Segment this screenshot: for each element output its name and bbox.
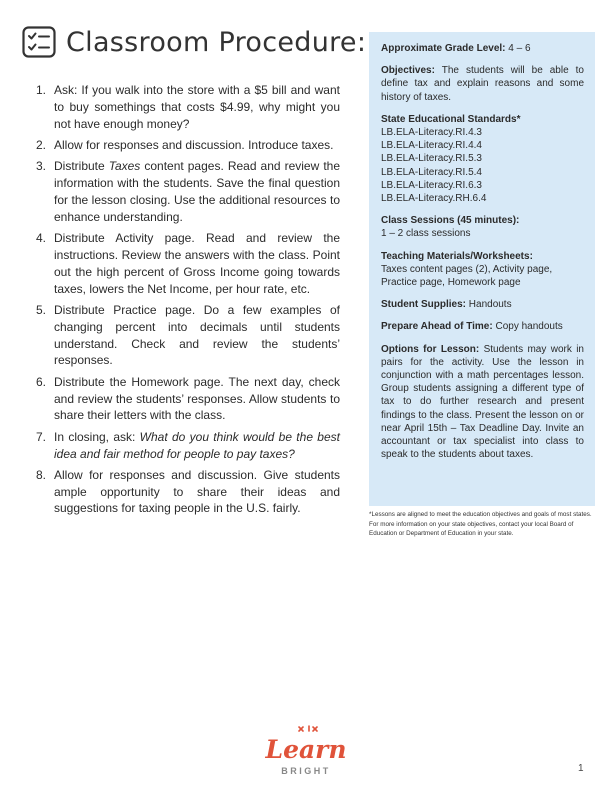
standard-item: LB.ELA-Literacy.RI.5.3 (381, 153, 482, 165)
step-text-emphasis: Taxes (108, 159, 141, 174)
page-number: 1 (578, 763, 584, 774)
standard-item: LB.ELA-Literacy.RI.6.3 (381, 179, 482, 191)
step-text (54, 230, 340, 297)
logo-subtitle: BRIGHT (281, 766, 331, 776)
step-text-run: Distribute Practice page. Do a few examples of changing percent into decimals until students understand. Check and review the students’ responses. (54, 302, 340, 368)
step-number: 4. (36, 231, 47, 246)
step-text (54, 302, 340, 369)
procedure-step (36, 467, 340, 517)
objectives-label: Objectives: (381, 65, 435, 77)
step-text-run: In closing, ask: (54, 429, 140, 444)
sparkle-icon (299, 726, 317, 731)
standard-item: LB.ELA-Literacy.RH.6.4 (381, 193, 487, 205)
materials-label: Teaching Materials/Worksheets: (381, 250, 533, 262)
procedure-step (36, 429, 340, 463)
options-value: Students may work in pairs for the activity. Use the lesson in conjunction with a math percentages lesson. Group students assigning a different type of tax to do further research and present findings to the class. Present the lesson on or near April 15th – Tax Deadline Day. Invite an accountant or tax specialist into class to speak to the students about taxes. (381, 343, 584, 461)
state-standards (381, 113, 584, 205)
page-header (22, 26, 366, 58)
objectives (381, 64, 584, 104)
sessions-value: 1 – 2 class sessions (381, 228, 471, 240)
materials-value: Taxes content pages (2), Activity page, Practice page, Homework page (381, 263, 553, 289)
step-text-run: Distribute Activity page. Read and review the instructions. Review the answers with the class. Point out the high percent of Gross Income going towards taxes, lowers the Net Income, per hour rate, etc. (54, 231, 340, 296)
procedure-step (36, 230, 340, 297)
step-text-run: Allow for responses and discussion. Give students ample opportunity to share their ideas and suggestions for taxing people in the U.S. fairly. (54, 467, 340, 516)
objectives-value: The students will be able to define tax and explain reasons and some history of taxes. (381, 65, 584, 103)
standards-list (381, 126, 584, 205)
procedure-step (36, 302, 340, 369)
procedure-step (36, 137, 340, 154)
step-number: 5. (36, 302, 47, 317)
procedure-list (36, 82, 340, 522)
step-text (54, 467, 340, 517)
lesson-info-sidebar (369, 32, 595, 506)
grade-level-value: 4 – 6 (508, 43, 531, 54)
prepare-label: Prepare Ahead of Time: (381, 321, 493, 333)
standard-item: LB.ELA-Literacy.RI.5.4 (381, 166, 482, 178)
step-text-run: Distribute the Homework page. The next day, check and review the students’ responses. Allow students to share their letters with the class. (54, 374, 340, 423)
step-number: 2. (36, 137, 47, 152)
page-title: Classroom Procedure: (66, 26, 367, 58)
student-supplies (381, 298, 584, 311)
step-text (54, 137, 340, 154)
prepare-value: Copy handouts (495, 321, 563, 333)
supplies-value: Handouts (468, 299, 512, 311)
standards-footnote: *Lessons are aligned to meet the education objectives and goals of most states. For more information on your state objectives, contact your local Board of Education or Department of Education in your state. (369, 511, 592, 538)
step-number: 3. (36, 159, 47, 174)
step-text-run: Allow for responses and discussion. Introduce taxes. (54, 137, 334, 152)
options-label: Options for Lesson: (381, 343, 480, 355)
procedure-step (36, 82, 340, 132)
step-number: 7. (36, 429, 47, 444)
procedure-step (36, 374, 340, 424)
step-text (54, 82, 340, 132)
step-text-run: Distribute (54, 159, 109, 174)
sessions-label: Class Sessions (45 minutes): (381, 215, 520, 227)
logo-wordmark: Learn (265, 735, 347, 764)
step-text (54, 429, 340, 463)
standards-label: State Educational Standards* (381, 113, 521, 125)
lesson-options (381, 343, 584, 462)
grade-level-label: Approximate Grade Level: (381, 43, 506, 54)
checklist-icon (22, 26, 56, 58)
class-sessions (381, 214, 584, 240)
standard-item: LB.ELA-Literacy.RI.4.4 (381, 140, 482, 152)
procedure-step (36, 158, 340, 225)
step-text (54, 374, 340, 424)
grade-level (381, 42, 584, 55)
standard-item: LB.ELA-Literacy.RI.4.3 (381, 127, 482, 139)
step-text-run: content pages. Read and review the information with the students. Save the final question for the lesson closing. Use the additional resources to enhance understanding. (54, 159, 340, 224)
teaching-materials (381, 250, 584, 290)
step-text-run: Ask: If you walk into the store with a $5 bill and want to buy somethings that costs $4.99, why might you not have enough money? (54, 83, 340, 131)
step-number: 6. (36, 374, 47, 389)
step-text-emphasis: What do you think would be the best idea and fair method for people to pay taxes? (54, 429, 340, 461)
step-number: 1. (36, 83, 47, 97)
supplies-label: Student Supplies: (381, 299, 466, 311)
prepare-ahead (381, 320, 584, 333)
learn-bright-logo (254, 724, 358, 780)
step-text (54, 158, 340, 225)
step-number: 8. (36, 467, 47, 482)
